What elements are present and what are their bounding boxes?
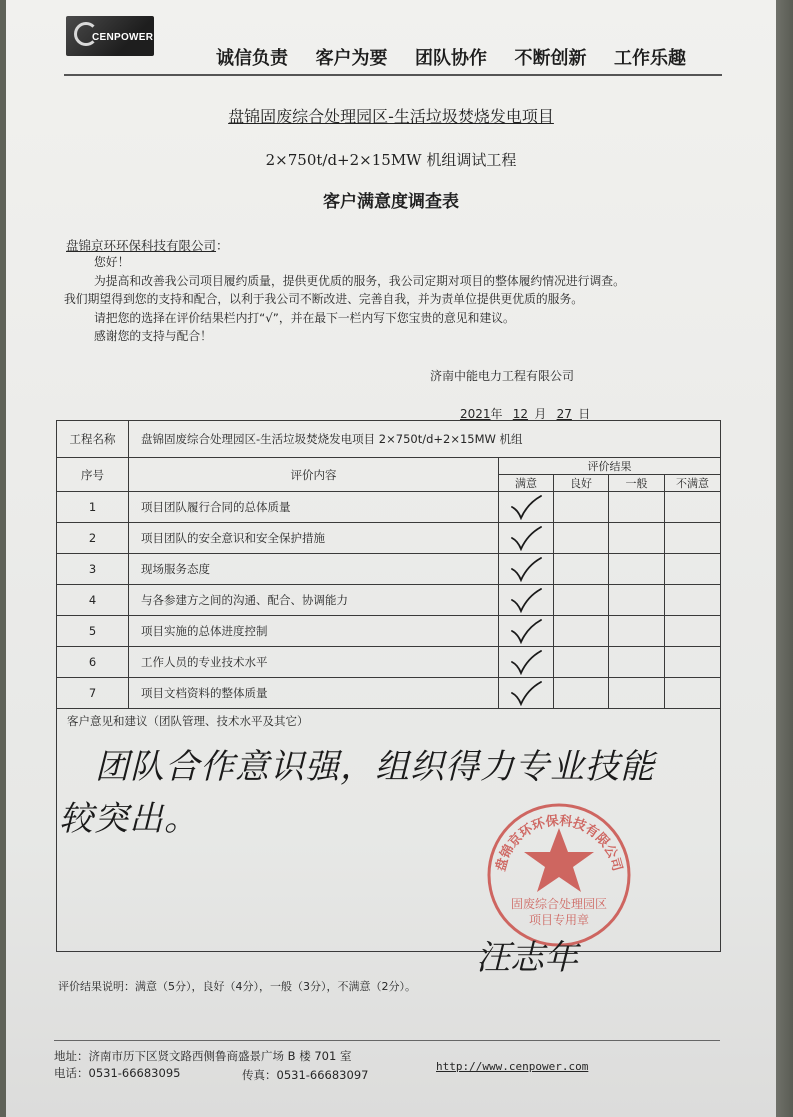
col-no-header: 序号 [57,458,129,492]
checkmark-icon [509,680,543,706]
checkmark-icon [509,618,543,644]
slogan-item: 客户为要 [315,48,388,69]
handwritten-opinion: 较突出。 [59,799,199,839]
grade-cell [665,647,721,678]
score-legend: 评价结果说明：满意（5分），良好（4分），一般（3分），不满意（2分）。 [58,980,416,993]
letter-paragraph: 请把您的选择在评价结果栏内打“√”，并在最下一栏内写下您宝贵的意见和建议。 [94,310,515,325]
letter-paragraph: 感谢您的支持与配合！ [94,329,212,344]
recipient-name: 盘锦京环环保科技有限公司 [66,238,217,253]
date-year-label: 年 [490,407,503,421]
project-label: 工程名称 [69,431,116,446]
date-year: 2021 [460,407,491,421]
letter-body [64,253,724,346]
checkmark-icon [509,494,543,520]
grade-cell [554,492,609,523]
letter-paragraph: 我们期望得到您的支持和配合，以利于我公司不断改进、完善自我，并为责单位提供更优质的服务。 [64,292,584,307]
grade-cell [609,554,665,585]
evaluation-row [57,678,721,709]
grade-cell [609,678,665,709]
sender-company: 济南中能电力工程有限公司 [430,369,575,383]
form-title: 客户满意度调查表 [323,192,459,212]
grade-cell [609,585,665,616]
grade-cell [499,523,554,554]
col-result-header: 评价结果 [499,458,721,475]
opinion-label: 客户意见和建议（团队管理、技术水平及其它） [67,714,309,728]
item-text: 项目文档资料的整体质量 [129,678,499,709]
grade-cell [609,523,665,554]
grade-cell [609,492,665,523]
grade-cell [665,554,721,585]
grade-header: 不满意 [665,475,721,492]
date-month-label: 月 [534,407,547,421]
slogan-item: 工作乐趣 [614,48,686,69]
footer-divider [54,1040,720,1041]
seal-inner-text: 项目专用章 [528,913,590,927]
evaluation-row [57,492,721,523]
checkmark-icon [509,649,543,675]
grade-cell [665,523,721,554]
official-seal [484,800,634,950]
grade-cell [665,616,721,647]
evaluation-row [57,523,721,554]
survey-sheet [6,0,776,1117]
item-text: 工作人员的专业技术水平 [129,647,499,678]
grade-cell [554,616,609,647]
seal-inner-text: 固废综合处理园区 [510,897,608,911]
evaluation-row [57,647,721,678]
logo-text: CENPOWER [92,32,154,43]
handwritten-opinion: 团队合作意识强，组织得力专业技能 [95,747,655,787]
grade-cell [554,585,609,616]
item-number: 3 [57,554,129,585]
signature: 汪志年 [476,938,578,978]
slogan-item: 不断创新 [514,48,587,69]
item-number: 6 [57,647,129,678]
grade-cell [609,616,665,647]
checkmark-icon [509,525,543,551]
grade-cell [499,647,554,678]
grade-header: 一般 [609,475,665,492]
evaluation-row [57,616,721,647]
checkmark-icon [509,587,543,613]
letter-paragraph: 为提高和改善我公司项目履约质量，提供更优质的服务，我公司定期对项目的整体履约情况进行调查。 [94,273,625,288]
grade-cell [554,554,609,585]
item-rows [57,492,721,709]
item-number: 5 [57,616,129,647]
item-text: 项目实施的总体进度控制 [129,616,499,647]
grade-cell [499,492,554,523]
item-number: 4 [57,585,129,616]
evaluation-row [57,554,721,585]
grade-cell [499,678,554,709]
item-text: 项目团队的安全意识和安全保护措施 [129,523,499,554]
date-day: 27 [556,407,572,421]
grade-cell [665,492,721,523]
grade-header: 满意 [499,475,554,492]
item-text: 现场服务态度 [129,554,499,585]
grade-cell [499,554,554,585]
project-title: 盘锦固废综合处理园区-生活垃圾焚烧发电项目 [228,107,554,126]
seal-ring-text: 盘锦京环环保科技有限公司 [493,813,625,873]
grade-cell [554,523,609,554]
slogan [216,44,686,70]
company-logo [66,16,154,56]
date-day-label: 日 [578,407,591,421]
project-subtitle: 2×750t/d+2×15MW 机组调试工程 [265,151,517,169]
project-name: 盘锦固废综合处理园区-生活垃圾焚烧发电项目 2×750t/d+2×15MW 机组 [129,421,721,458]
footer-address: 地址：济南市历下区贤文路西侧鲁商盛景广场 B 楼 701 室 [54,1049,352,1063]
grade-cell [665,678,721,709]
greeting: 您好！ [94,255,130,269]
slogan-item: 诚信负责 [216,48,288,69]
grade-cell [665,585,721,616]
evaluation-row [57,585,721,616]
project-label-cell [57,421,129,458]
header-row [57,458,721,475]
checkmark-icon [509,556,543,582]
grade-header: 良好 [554,475,609,492]
grade-cell [499,585,554,616]
footer-phone: 电话：0531-66683095 [54,1066,181,1080]
seal-star-icon [524,828,594,892]
footer-url: http://www.cenpower.com [436,1060,589,1073]
footer-fax: 传真：0531-66683097 [242,1068,369,1082]
col-content-header: 评价内容 [129,458,499,492]
recipient [66,236,229,254]
grade-cell [609,647,665,678]
recipient-suffix: ： [216,238,229,253]
grade-cell [554,647,609,678]
item-number: 1 [57,492,129,523]
project-row [57,421,721,458]
item-text: 项目团队履行合同的总体质量 [129,492,499,523]
slogan-item: 团队协作 [415,48,487,69]
grade-cell [554,678,609,709]
item-number: 7 [57,678,129,709]
header-divider [64,74,722,76]
date-month: 12 [512,407,529,421]
grade-cell [499,616,554,647]
item-text: 与各参建方之间的沟通、配合、协调能力 [129,585,499,616]
item-number: 2 [57,523,129,554]
